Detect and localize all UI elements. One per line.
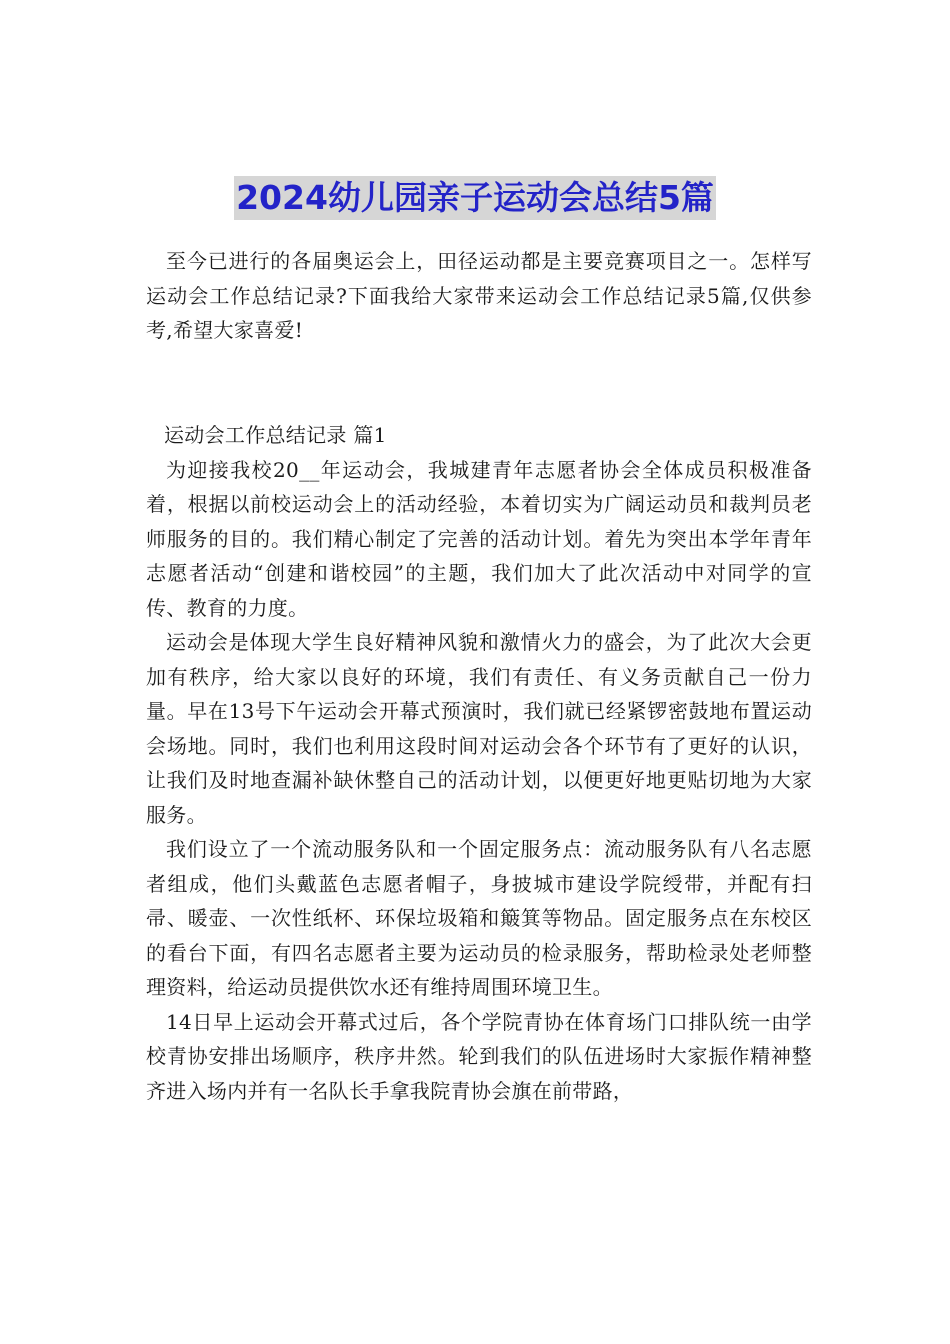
document-title: 2024幼儿园亲子运动会总结5篇 [234,176,716,220]
section-heading: 运动会工作总结记录 篇1 [164,423,387,447]
body-paragraph-2: 运动会是体现大学生良好精神风貌和激情火力的盛会，为了此次大会更加有秩序，给大家以良好的环境，我们有责任、有义务贡献自己一份力量。早在13号下午运动会开幕式预演时，我们就已经紧锣密鼓地布置运动会场地。同时，我们也利用这段时间对运动会各个环节有了更好的认识，让我们及时地查漏补缺休整自己的活动计划，以便更好地更贴切地为大家服务。 [146,630,812,827]
body-paragraph-3: 我们设立了一个流动服务队和一个固定服务点：流动服务队有八名志愿者组成，他们头戴蓝色志愿者帽子，身披城市建设学院绶带，并配有扫帚、暖壶、一次性纸杯、环保垃圾箱和簸箕等物品。固定服务点在东校区的看台下面，有四名志愿者主要为运动员的检录服务，帮助检录处老师整理资料，给运动员提供饮水还有维持周围环境卫生。 [146,837,812,999]
intro-paragraph: 至今已进行的各届奥运会上，田径运动都是主要竞赛项目之一。怎样写运动会工作总结记录?下面我给大家带来运动会工作总结记录5篇,仅供参考,希望大家喜爱! [146,249,812,342]
article-body [146,418,812,1108]
title-container [0,176,950,220]
intro-block [146,244,812,348]
body-paragraph-1: 为迎接我校20__年运动会，我城建青年志愿者协会全体成员积极准备着，根据以前校运动会上的活动经验，本着切实为广阔运动员和裁判员老师服务的目的。我们精心制定了完善的活动计划。着先为突出本学年青年志愿者活动“创建和谐校园”的主题，我们加大了此次活动中对同学的宣传、教育的力度。 [146,457,812,620]
body-paragraph-4: 14日早上运动会开幕式过后，各个学院青协在体育场门口排队统一由学校青协安排出场顺序，秩序井然。轮到我们的队伍进场时大家振作精神整齐进入场内并有一名队长手拿我院青协会旗在前带路， [146,1009,812,1103]
